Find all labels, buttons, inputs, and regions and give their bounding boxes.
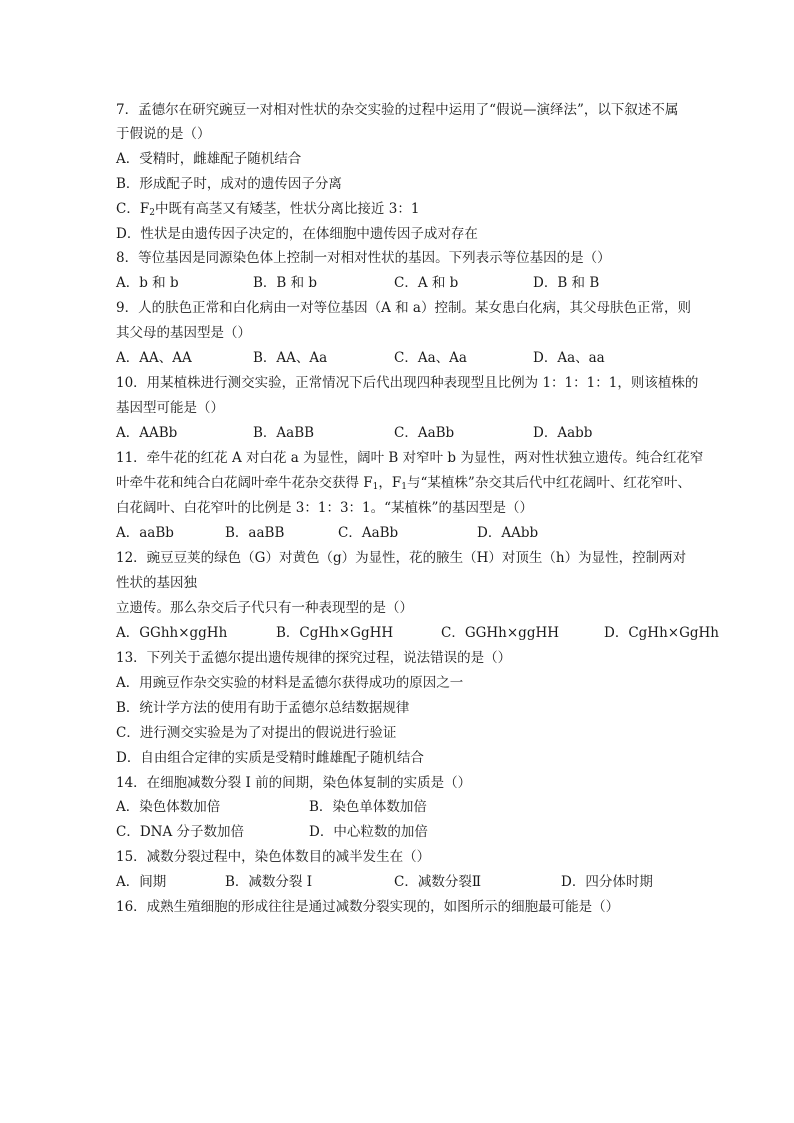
q8-option-a: A．b 和 b xyxy=(116,275,179,291)
q11-option-b: B．aaBB xyxy=(225,525,285,541)
q8-stem-line1: 8．等位基因是同源染色体上控制一对相对性状的基因。下列表示等位基因的是（） xyxy=(116,250,611,266)
q9-option-b: B．AA、Aa xyxy=(253,350,328,366)
q11-option-c: C．AaBb xyxy=(338,525,399,541)
q7-stem-line1: 7．孟德尔在研究豌豆一对相对性状的杂交实验的过程中运用了“假说—演绎法”，以下叙述不属 xyxy=(116,102,679,118)
q11-f1-subscript-2: 1 xyxy=(401,482,408,492)
q7-option-c-text: 中既有高茎又有矮茎，性状分离比接近 3：1 xyxy=(154,201,420,217)
q7-option-c-subscript: 2 xyxy=(149,208,155,218)
q12-stem-line3: 立遗传。那么杂交后子代只有一种表现型的是（） xyxy=(116,600,413,616)
q15-option-b: B．减数分裂 I xyxy=(225,874,313,890)
q12-stem-line1: 12．豌豆豆荚的绿色（G）对黄色（g）为显性，花的腋生（H）对顶生（h）为显性，控制两对 xyxy=(116,550,687,566)
q14-option-a: A．染色体数加倍 xyxy=(116,799,221,815)
q13-stem-line1: 13．下列关于孟德尔提出遗传规律的探究过程，说法错误的是（） xyxy=(116,650,512,666)
q12-option-a: A．GGhh×ggHh xyxy=(116,625,228,641)
q7-option-c-prefix: C．F xyxy=(116,201,150,217)
q12-option-c: C．GGHh×ggHH xyxy=(441,625,560,641)
q13-option-b: B．统计学方法的使用有助于孟德尔总结数据规律 xyxy=(116,700,410,716)
q10-stem-line2: 基因型可能是（） xyxy=(116,400,224,416)
q14-option-d: D．中心粒数的加倍 xyxy=(309,824,428,840)
q9-stem-line1: 9．人的肤色正常和白化病由一对等位基因（A 和 a）控制。某女患白化病，其父母肤色正常，则 xyxy=(116,300,691,316)
q10-option-b: B．AaBB xyxy=(253,425,315,441)
q12-option-b: B．CgHh×GgHH xyxy=(276,625,394,641)
q15-option-c: C．减数分裂Ⅱ xyxy=(394,874,482,890)
q10-option-c: C．AaBb xyxy=(394,425,455,441)
q16-stem-line1: 16．成熟生殖细胞的形成往往是通过减数分裂实现的，如图所示的细胞最可能是（） xyxy=(116,899,620,915)
q11-stem-line3: 白花阔叶、白花窄叶的比例是 3：1：3：1。“某植株”的基因型是（） xyxy=(116,500,533,516)
q7-option-d: D．性状是由遗传因子决定的，在体细胞中遗传因子成对存在 xyxy=(116,226,478,242)
q9-option-a: A．AA、AA xyxy=(116,350,192,366)
q7-option-b: B．形成配子时，成对的遗传因子分离 xyxy=(116,176,342,192)
q7-option-a: A．受精时，雌雄配子随机结合 xyxy=(116,151,302,167)
q13-option-d: D．自由组合定律的实质是受精时雌雄配子随机结合 xyxy=(116,750,424,766)
q15-stem-line1: 15．减数分裂过程中，染色体数目的减半发生在（） xyxy=(116,849,431,865)
q8-option-d: D．B 和 B xyxy=(533,275,600,291)
q14-option-c: C．DNA 分子数加倍 xyxy=(116,824,245,840)
q7-option-c xyxy=(116,200,419,218)
q13-option-a: A．用豌豆作杂交实验的材料是孟德尔获得成功的原因之一 xyxy=(116,675,464,691)
q11-option-a: A．aaBb xyxy=(116,525,174,541)
q12-stem-line2: 性状的基因独 xyxy=(116,575,197,591)
q13-option-c: C．进行测交实验是为了对提出的假说进行验证 xyxy=(116,725,397,741)
q14-option-b: B．染色单体数加倍 xyxy=(309,799,427,815)
q9-option-c: C．Aa、Aa xyxy=(394,350,467,366)
q10-option-a: A．AABb xyxy=(116,425,178,441)
q11-option-d: D．AAbb xyxy=(477,525,539,541)
q15-option-d: D．四分体时期 xyxy=(561,874,653,890)
q9-option-d: D．Aa、aa xyxy=(533,350,605,366)
q15-option-a: A．间期 xyxy=(116,874,167,890)
q11-stem-line2-a: 叶牵牛花和纯合白花阔叶牵牛花杂交获得 F xyxy=(116,475,373,491)
q11-stem-line1: 11．牵牛花的红花 A 对白花 a 为显性，阔叶 B 对窄叶 b 为显性，两对性状独立遗传。纯合红花窄 xyxy=(116,450,704,466)
q14-stem-line1: 14．在细胞减数分裂 I 前的间期，染色体复制的实质是（） xyxy=(116,775,472,791)
q10-stem-line1: 10．用某植株进行测交实验，正常情况下后代出现四种表现型且比例为 1：1：1：1，则该植株的 xyxy=(116,375,699,391)
q12-option-d: D．CgHh×GgHh xyxy=(604,625,719,641)
q11-stem-line2 xyxy=(116,474,691,492)
q11-stem-line2-b: ，F xyxy=(378,475,402,491)
q11-stem-line2-c: 与“某植株”杂交其后代中红花阔叶、红花窄叶、 xyxy=(407,475,691,491)
q9-stem-line2: 其父母的基因型是（） xyxy=(116,325,251,341)
q7-stem-line2: 于假说的是（） xyxy=(116,126,211,142)
q8-option-c: C．A 和 b xyxy=(394,275,459,291)
q11-f1-subscript-1: 1 xyxy=(372,482,379,492)
q10-option-d: D．Aabb xyxy=(533,425,593,441)
q8-option-b: B．B 和 b xyxy=(253,275,318,291)
